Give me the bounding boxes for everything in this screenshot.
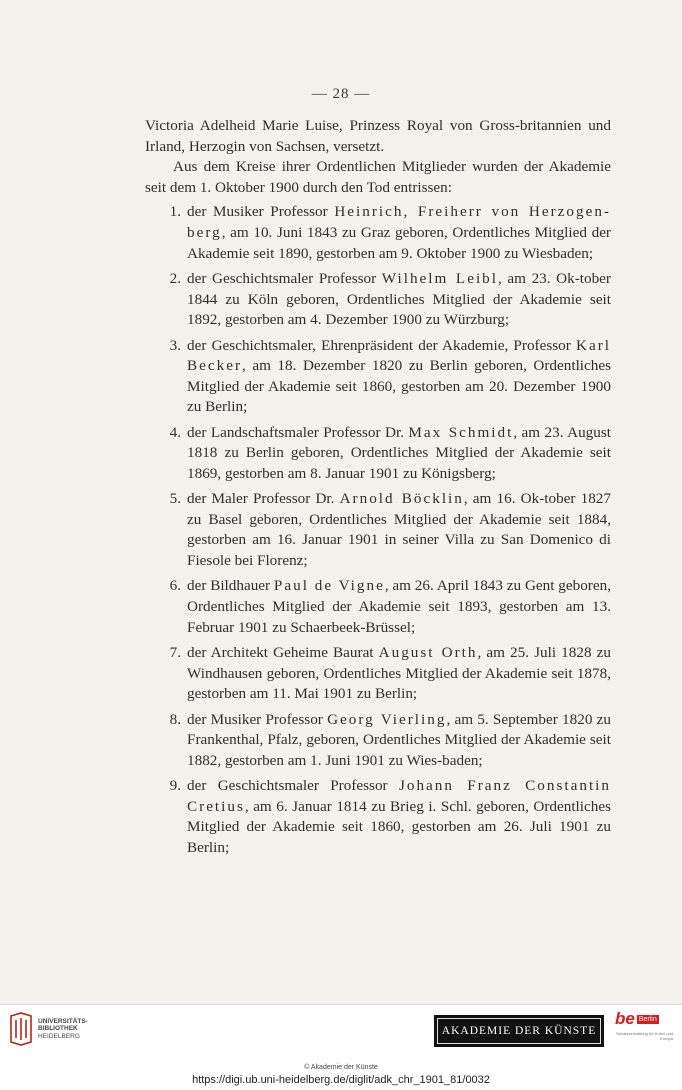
item-number: 9. xyxy=(169,777,181,795)
item-text xyxy=(187,202,611,264)
berlin-box: Berlin xyxy=(638,1015,657,1023)
item-number: 8. xyxy=(169,710,181,728)
item-number: 7. xyxy=(169,644,181,662)
member-name: Georg Vierling xyxy=(327,710,447,728)
item-text xyxy=(187,576,611,638)
list-item xyxy=(145,489,611,571)
item-number: 6. xyxy=(169,577,181,595)
member-name: Max Schmidt xyxy=(408,423,514,441)
akademie-der-kuenste-logo[interactable] xyxy=(434,1015,604,1047)
berlin-be-mark: be xyxy=(615,1009,635,1028)
item-number: 5. xyxy=(169,490,181,508)
item-prefix: der Geschichtsmaler, Ehrenpräsident der Akademie, Professor xyxy=(187,336,576,354)
item-number: 1. xyxy=(169,203,181,221)
list-item xyxy=(145,423,611,485)
list-item xyxy=(145,643,611,705)
ub-heidelberg-logo[interactable] xyxy=(8,1012,88,1046)
intro-paragraph-1: Victoria Adelheid Marie Luise, Prinzess Royal von Gross-britannien und Irland, Herzogin von Sachsen, versetzt. xyxy=(145,117,611,155)
ub-logo-icon xyxy=(8,1012,34,1046)
item-prefix: der Landschaftsmaler Professor Dr. xyxy=(187,423,409,441)
member-name: August Orth xyxy=(378,644,478,662)
item-details: , am 16. Ok-tober 1827 zu Basel geboren, Ordentliches Mitglied der Akademie seit 1884, gestorben am 16. Januar 1901 in seiner Villa zu San Domenico di Fiesole bei Florenz; xyxy=(187,490,611,570)
item-number: 4. xyxy=(169,423,181,441)
item-number: 3. xyxy=(169,336,181,354)
item-text xyxy=(187,336,611,418)
ub-line-3: HEIDELBERG xyxy=(38,1032,80,1040)
berlin-senate-logo[interactable] xyxy=(615,1010,673,1050)
member-name: Wilhelm Leibl xyxy=(381,269,498,287)
obituary-list xyxy=(145,202,611,858)
item-details: , am 18. Dezember 1820 zu Berlin geboren, Ordentliches Mitglied der Akademie seit 1860, gestorben am 20. Dezember 1900 zu Berlin; xyxy=(187,357,611,416)
item-text xyxy=(187,489,611,571)
item-text xyxy=(187,710,611,772)
source-url-link[interactable]: https://digi.ub.uni-heidelberg.de/diglit/adk_chr_1901_81/0032 xyxy=(192,1074,490,1086)
item-details: , am 6. Januar 1814 zu Brieg i. Schl. geboren, Ordentliches Mitglied der Akademie seit 1860, gestorben am 26. Juli 1901 zu Berlin; xyxy=(187,797,611,856)
item-prefix: der Musiker Professor xyxy=(187,710,328,728)
item-details: , am 5. September 1820 zu Frankenthal, Pfalz, geboren, Ordentliches Mitglied der Akademie seit 1882, gestorben am 1. Juni 1901 zu Wies-baden; xyxy=(187,710,611,769)
item-details: , am 26. April 1843 zu Gent geboren, Ordentliches Mitglied der Akademie seit 1893, gestorben am 13. Februar 1901 zu Schaerbeek-Brüssel; xyxy=(187,577,611,636)
item-prefix: der Geschichtsmaler Professor xyxy=(187,777,399,795)
item-prefix: der Architekt Geheime Baurat xyxy=(187,644,379,662)
item-prefix: der Bildhauer xyxy=(187,577,274,595)
copyright-notice: © Akademie der Künste xyxy=(304,1064,378,1071)
list-item xyxy=(145,710,611,772)
member-name: Paul de Vigne xyxy=(273,577,385,595)
member-name: Karl Becker xyxy=(187,336,611,375)
list-item xyxy=(145,269,611,331)
member-name: Heinrich, Freiherr von Herzogen-berg xyxy=(187,203,611,241)
item-prefix: der Musiker Professor xyxy=(187,203,335,221)
intro-paragraph-2: Aus dem Kreise ihrer Ordentlichen Mitglieder wurden der Akademie seit dem 1. Oktober 1900 durch den Tod entrissen: xyxy=(145,158,611,196)
item-text xyxy=(187,423,611,485)
item-details: , am 23. August 1818 zu Berlin geboren, Ordentliches Mitglied der Akademie seit 1869, gestorben am 8. Januar 1901 zu Königsberg; xyxy=(187,423,611,482)
list-item xyxy=(145,336,611,418)
item-prefix: der Maler Professor Dr. xyxy=(187,490,340,508)
item-details: , am 10. Juni 1843 zu Graz geboren, Ordentliches Mitglied der Akademie seit 1890, gestorben am 9. Oktober 1900 zu Wiesbaden; xyxy=(187,223,611,262)
item-details: , am 23. Ok-tober 1844 zu Köln geboren, Ordentliches Mitglied der Akademie seit 1892, gestorben am 4. Dezember 1900 zu Würzburg; xyxy=(187,269,611,329)
item-number: 2. xyxy=(169,269,181,287)
item-text xyxy=(187,776,611,858)
akademie-label: AKADEMIE DER KÜNSTE xyxy=(437,1018,601,1044)
list-item xyxy=(145,202,611,264)
item-text xyxy=(187,269,611,331)
list-item xyxy=(145,776,611,858)
ub-line-2: BIBLIOTHEK xyxy=(38,1025,78,1033)
member-name: Arnold Böcklin xyxy=(339,490,464,508)
ub-line-1: UNIVERSITÄTS- xyxy=(38,1017,88,1025)
list-item xyxy=(145,576,611,638)
page-text xyxy=(145,116,611,863)
member-name: Johann Franz Constantin Cretius xyxy=(187,777,611,815)
item-text xyxy=(187,643,611,705)
berlin-subtitle: Senatsverwaltung für Kultur und Europa xyxy=(616,1031,673,1041)
item-prefix: der Geschichtsmaler Professor xyxy=(187,269,382,287)
page-number: — 28 — xyxy=(311,86,371,102)
item-details: , am 25. Juli 1828 zu Windhausen geboren, Ordentliches Mitglied der Akademie seit 1878, gestorben am 11. Mai 1901 zu Berlin; xyxy=(187,644,611,703)
